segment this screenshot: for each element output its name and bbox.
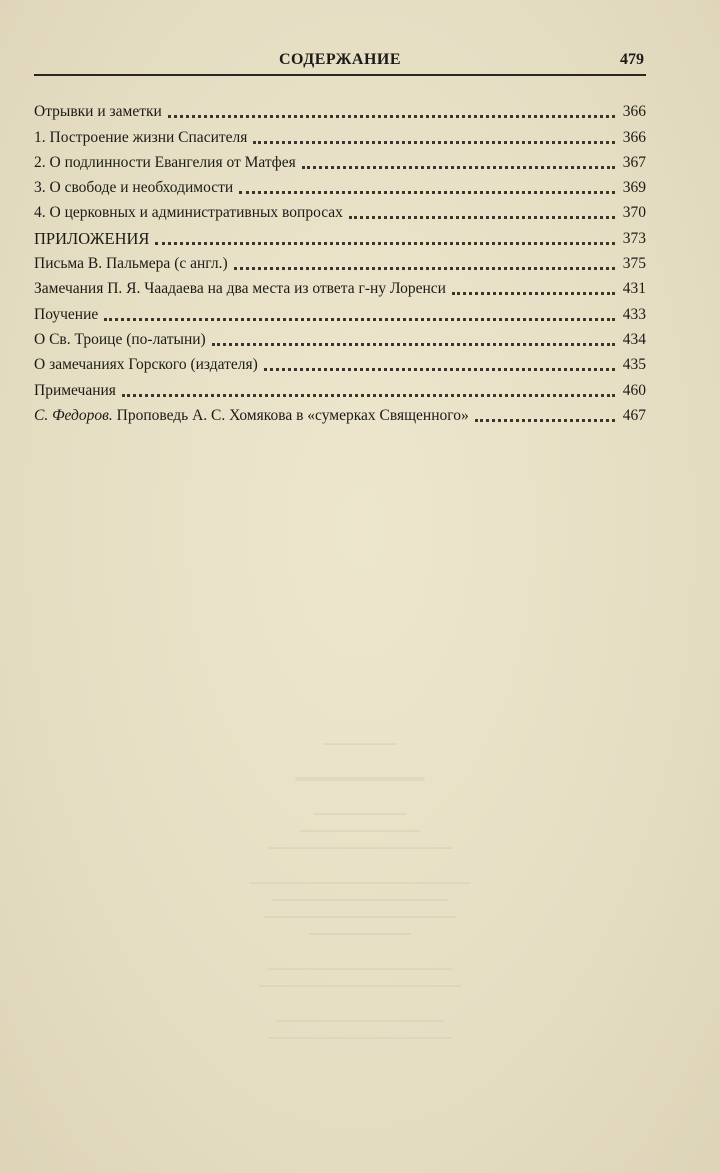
toc-entry-title: 3. О свободе и необходимости (34, 179, 234, 197)
toc-entry (34, 400, 646, 425)
toc-entry (34, 273, 646, 298)
toc-entry-page: 369 (622, 179, 646, 197)
leader-dots (349, 215, 615, 219)
page-title: СОДЕРЖАНИЕ (278, 51, 402, 68)
toc-entry-page: 431 (622, 280, 646, 298)
toc-entry-page: 435 (622, 356, 646, 374)
toc-entry (34, 172, 646, 197)
toc-entry (34, 96, 646, 121)
toc-entry-page: 433 (622, 305, 646, 323)
toc-entry-title: Отрывки и заметки (34, 103, 162, 121)
toc-entry-page: 434 (622, 330, 646, 348)
toc-entry-title: 1. Построение жизни Спасителя (34, 128, 248, 146)
toc-entry-title: О Св. Троице (по-латыни) (34, 330, 206, 348)
toc-entry-title: Примечания (34, 381, 116, 399)
leader-dots (155, 241, 615, 245)
toc-entry (34, 121, 646, 146)
leader-dots (168, 114, 615, 118)
leader-dots (253, 140, 615, 144)
toc-entry (34, 248, 646, 273)
toc-entry-title: Письма В. Пальмера (с англ.) (34, 255, 228, 273)
toc-entry-author: С. Федоров. (34, 406, 113, 424)
leader-dots (452, 291, 615, 295)
table-of-contents (34, 96, 646, 425)
toc-entry (34, 324, 646, 349)
toc-entry (34, 374, 646, 399)
toc-entry-page: 467 (622, 406, 646, 424)
leader-dots (212, 342, 615, 346)
leader-dots (239, 190, 615, 194)
toc-entry-title-text: Проповедь А. С. Хомякова в «сумерках Священного» (116, 406, 469, 424)
toc-entry-page: 367 (622, 153, 646, 171)
page-number: 479 (620, 51, 644, 68)
leader-dots (475, 418, 615, 422)
leader-dots (264, 367, 615, 371)
toc-entry-title: Поучение (34, 305, 99, 323)
toc-entry-title: 4. О церковных и административных вопросах (34, 204, 343, 222)
leader-dots (122, 393, 615, 397)
toc-entry-page: 373 (622, 229, 646, 247)
bleed-through-imprint: ──────── ══════════════ ────────── ───────────── ──────────────────── ──────────────────────── ─────────────────── ───────────────────── ─────────── ──────────────────── ────────────────────── ────────────────── ──────────────────── (249, 736, 471, 1045)
toc-entry (34, 147, 646, 172)
toc-entry-title: 2. О подлинности Евангелия от Матфея (34, 153, 296, 171)
toc-entry-title: О замечаниях Горского (издателя) (34, 356, 258, 374)
toc-entry-page: 366 (622, 128, 646, 146)
running-header (34, 48, 646, 76)
toc-entry-page: 366 (622, 103, 646, 121)
toc-entry (34, 197, 646, 222)
toc-entry-title (34, 407, 469, 425)
toc-entry-page: 370 (622, 204, 646, 222)
toc-entry-page: 375 (622, 255, 646, 273)
toc-entry-title: ПРИЛОЖЕНИЯ (34, 228, 150, 248)
toc-entry-title: Замечания П. Я. Чаадаева на два места из ответа г-ну Лоренси (34, 280, 446, 298)
leader-dots (104, 317, 615, 321)
toc-section-heading (34, 222, 646, 247)
toc-entry-page: 460 (622, 381, 646, 399)
leader-dots (302, 165, 615, 169)
toc-entry (34, 298, 646, 323)
toc-entry (34, 349, 646, 374)
leader-dots (234, 266, 615, 270)
